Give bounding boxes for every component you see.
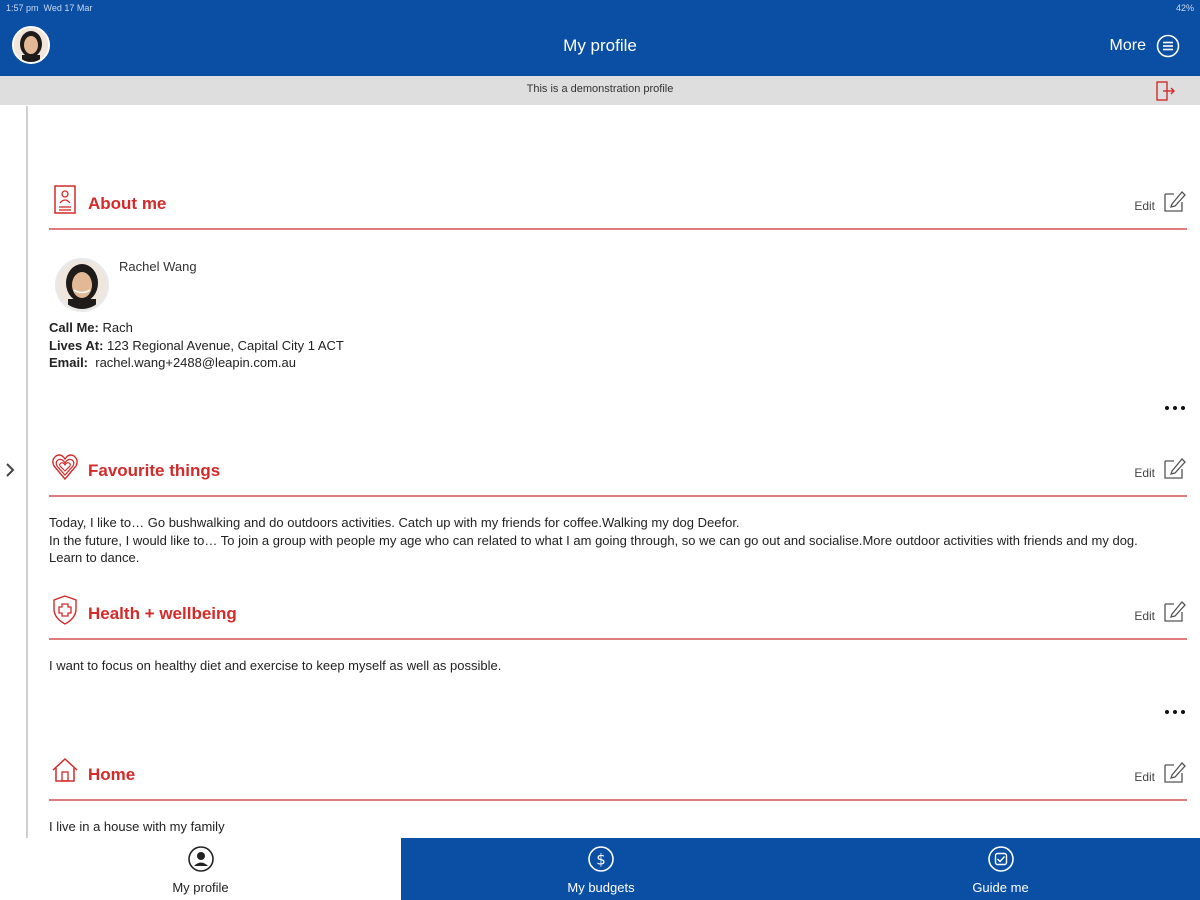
page-title: My profile: [563, 36, 637, 55]
health-section-header: [49, 590, 1187, 640]
edit-pencil-icon: [1161, 455, 1187, 481]
about-more-options-icon[interactable]: [1163, 404, 1187, 412]
status-time: 1:57 pm: [6, 3, 39, 13]
favourites-future: In the future, I would like to… To join a group with people my age who can related to what I am going through, so we can go out and socialise.More outdoor activities with friends and my dog. Learn to dance.: [49, 532, 1138, 565]
edit-pencil-icon: [1161, 188, 1187, 214]
profile-photo-icon: [58, 261, 106, 309]
demo-banner-text: This is a demonstration profile: [526, 83, 674, 95]
demo-banner: [0, 76, 1200, 105]
heart-icon: [51, 451, 79, 483]
profile-content[interactable]: [49, 106, 1187, 838]
profile-photo: [55, 258, 109, 312]
call-me-row: [49, 319, 344, 337]
person-icon: [187, 845, 215, 873]
menu-circle-icon: [1156, 34, 1180, 58]
health-text: I want to focus on healthy diet and exercise to keep myself as well as possible.: [49, 658, 502, 673]
edit-pencil-icon: [1161, 759, 1187, 785]
about-me-icon: [51, 184, 79, 216]
health-more-options-icon[interactable]: [1163, 708, 1187, 716]
bottom-nav: [0, 838, 1200, 900]
health-shield-icon: [51, 594, 79, 626]
lives-at-row: [49, 337, 344, 355]
tab-my-budgets[interactable]: [401, 838, 801, 900]
profile-name: Rachel Wang: [119, 259, 197, 274]
home-icon: [51, 755, 79, 787]
favourites-section-header: [49, 447, 1187, 497]
tab-my-budgets-label: My budgets: [567, 880, 635, 895]
health-edit-button[interactable]: [1134, 598, 1187, 624]
about-edit-label: Edit: [1134, 199, 1155, 213]
tab-guide-me[interactable]: [801, 838, 1200, 900]
status-battery: 42%: [1175, 3, 1194, 13]
about-title: About me: [88, 194, 167, 213]
tab-my-profile-label: My profile: [172, 880, 229, 895]
more-label: More: [1109, 37, 1146, 54]
lives-at-value: 123 Regional Avenue, Capital City 1 ACT: [107, 337, 344, 353]
about-edit-button[interactable]: [1134, 188, 1187, 214]
top-header: [0, 0, 1200, 76]
home-title: Home: [88, 765, 136, 784]
home-text: I live in a house with my family: [49, 819, 225, 834]
email-row: [49, 354, 344, 372]
tab-guide-me-label: Guide me: [972, 880, 1029, 895]
exit-icon[interactable]: [1154, 80, 1176, 102]
favourites-text: [49, 514, 1174, 567]
chevron-right-icon[interactable]: [2, 460, 18, 480]
side-divider: [26, 106, 28, 838]
favourites-today: Today, I like to… Go bushwalking and do outdoors activities. Catch up with my friends for coffee.Walking my dog Deefor.: [49, 515, 740, 530]
status-date: Wed 17 Mar: [43, 3, 93, 13]
call-me-label: Call Me:: [49, 320, 99, 335]
edit-pencil-icon: [1161, 598, 1187, 624]
status-time-date: [6, 3, 92, 13]
favourites-edit-button[interactable]: [1134, 455, 1187, 481]
svg-text:$: $: [596, 850, 606, 869]
about-section-header: [49, 180, 1187, 230]
more-button[interactable]: [1110, 34, 1180, 58]
home-edit-label: Edit: [1134, 770, 1155, 784]
email-value: rachel.wang+2488@leapin.com.au: [95, 355, 296, 370]
status-bar: [0, 0, 1200, 18]
tab-my-profile[interactable]: [0, 838, 401, 900]
favourites-title: Favourite things: [88, 461, 221, 480]
home-edit-button[interactable]: [1134, 759, 1187, 785]
favourites-edit-label: Edit: [1134, 466, 1155, 480]
dollar-icon: [587, 845, 615, 873]
about-details: [49, 319, 344, 372]
health-edit-label: Edit: [1134, 609, 1155, 623]
call-me-value: Rach: [102, 320, 133, 335]
email-label: Email:: [49, 355, 89, 370]
health-title: Health + wellbeing: [88, 604, 237, 623]
home-section-header: [49, 751, 1187, 801]
guide-icon: [987, 845, 1015, 873]
lives-at-label: Lives At:: [49, 337, 104, 353]
